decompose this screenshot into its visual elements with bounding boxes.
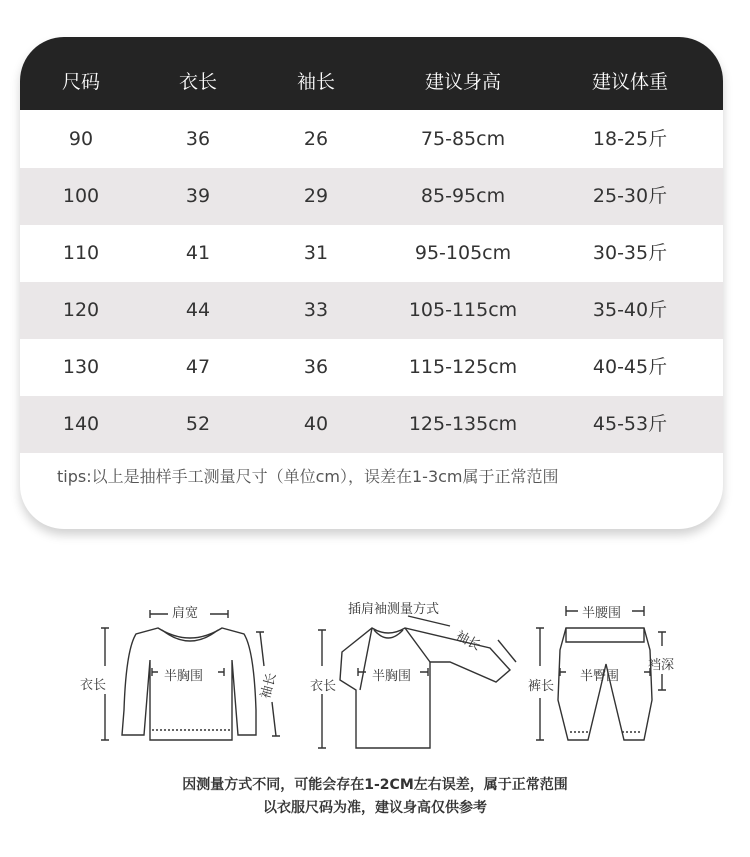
cell-height: 85-95cm xyxy=(420,185,506,207)
cell-size: 130 xyxy=(62,356,100,378)
size-chart-card xyxy=(20,37,723,529)
label-sweater-chest: 半胸围 xyxy=(164,669,204,684)
cell-weight: 35-40斤 xyxy=(592,299,668,321)
table-row xyxy=(20,396,723,453)
header-weight: 建议体重 xyxy=(591,71,669,93)
label-raglan-length: 衣长 xyxy=(310,679,337,694)
table-row xyxy=(20,168,723,225)
label-shoulder: 肩宽 xyxy=(172,606,199,621)
cell-length: 41 xyxy=(185,242,211,264)
label-sweater-sleeve: 袖长 xyxy=(258,671,280,701)
cell-size: 100 xyxy=(62,185,100,207)
label-pants-waist: 半腰围 xyxy=(582,606,622,621)
table-row xyxy=(20,339,723,396)
cell-weight: 45-53斤 xyxy=(592,413,668,435)
cell-height: 105-115cm xyxy=(408,299,518,321)
header-sleeve: 袖长 xyxy=(296,71,336,93)
cell-sleeve: 33 xyxy=(303,299,329,321)
cell-sleeve: 29 xyxy=(303,185,329,207)
note-line-1: 因测量方式不同，可能会存在1-2CM左右误差，属于正常范围 xyxy=(182,777,568,793)
cell-size: 140 xyxy=(62,413,100,435)
cell-sleeve: 31 xyxy=(303,242,329,264)
header-height: 建议身高 xyxy=(424,71,502,93)
table-row xyxy=(20,111,723,168)
table-header xyxy=(20,37,723,110)
header-length: 衣长 xyxy=(178,71,218,93)
cell-height: 95-105cm xyxy=(414,242,512,264)
cell-length: 36 xyxy=(185,128,211,150)
cell-weight: 25-30斤 xyxy=(592,185,668,207)
cell-height: 115-125cm xyxy=(408,356,518,378)
cell-size: 110 xyxy=(62,242,100,264)
tips-text: tips:以上是抽样手工测量尺寸（单位cm），误差在1-3cm属于正常范围 xyxy=(57,467,559,486)
raglan-illustration xyxy=(318,616,516,748)
label-raglan-chest: 半胸围 xyxy=(372,669,412,684)
header-size: 尺码 xyxy=(61,71,101,93)
label-pants-hip: 半臀围 xyxy=(580,669,620,684)
cell-length: 39 xyxy=(185,185,211,207)
label-pants-rise: 裆深 xyxy=(648,658,675,673)
label-sweater-length: 衣长 xyxy=(80,678,107,693)
label-raglan-sleeve: 袖长 xyxy=(453,628,484,654)
measurement-diagram xyxy=(0,590,750,760)
cell-weight: 40-45斤 xyxy=(592,356,668,378)
cell-size: 90 xyxy=(68,128,94,150)
table-row xyxy=(20,282,723,339)
cell-sleeve: 40 xyxy=(303,413,329,435)
cell-weight: 30-35斤 xyxy=(592,242,668,264)
cell-length: 52 xyxy=(185,413,211,435)
cell-length: 47 xyxy=(185,356,211,378)
cell-height: 125-135cm xyxy=(408,413,518,435)
cell-sleeve: 36 xyxy=(303,356,329,378)
label-raglan-title: 插肩袖测量方式 xyxy=(348,602,440,617)
cell-length: 44 xyxy=(185,299,211,321)
table-row xyxy=(20,225,723,282)
cell-height: 75-85cm xyxy=(420,128,506,150)
cell-weight: 18-25斤 xyxy=(592,128,668,150)
cell-sleeve: 26 xyxy=(303,128,329,150)
cell-size: 120 xyxy=(62,299,100,321)
note-line-2: 以衣服尺码为准，建议身高仅供参考 xyxy=(263,800,487,816)
label-pants-length: 裤长 xyxy=(528,679,555,694)
